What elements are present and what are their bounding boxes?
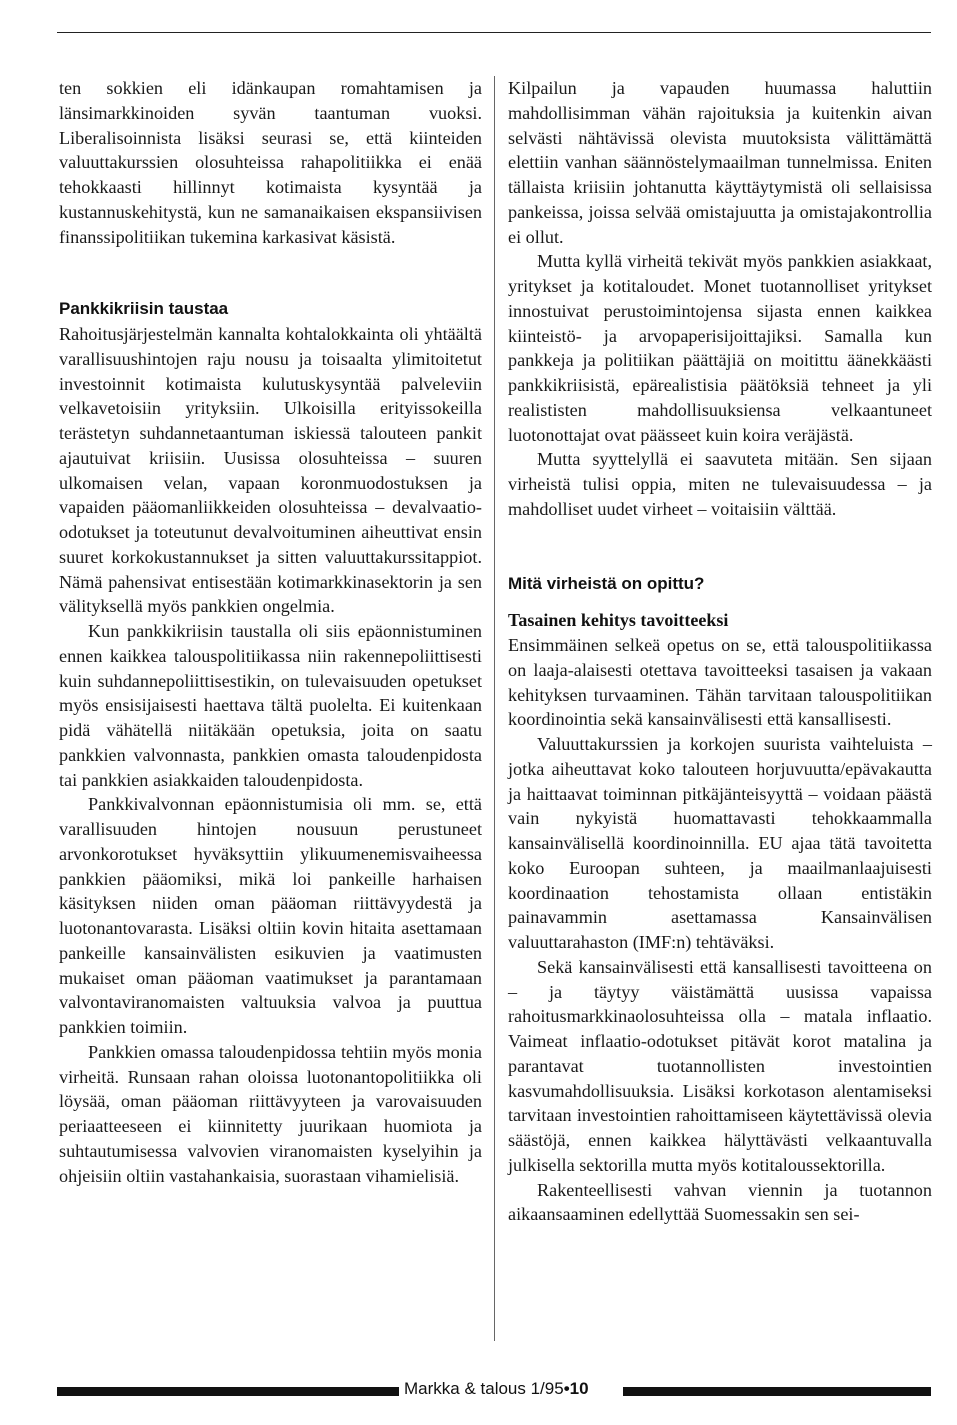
right-paragraph-2: Mutta kyllä virheitä tekivät myös pankkien asiakkaat, yritykset ja kotitaloudet. Monet tuotannolliset yritykset innostuivat perustoimintojensa sijasta ennen kaikkea kiinteistö- ja arvopaperisijoittajiksi. Samalla kun pankkeja ja politiikan päättäjiä on moitittu äänekkäästi pankkikriisistä, epärealistisia päätöksiä tehneet ja yli realististen mahdollisuuksiensa velkaantuneet luotonottajat ovat päässeet kuin koira veräjästä. <box>508 251 932 445</box>
footer-bar-left <box>57 1387 399 1396</box>
right-column <box>508 76 932 1227</box>
left-paragraph-3: Kun pankkikriisin taustalla oli siis epäonnistuminen ennen kaikkea talouspolitiikassa niin rakennepoliittisesti kuin suhdannepoliittisestikin, on tulevaisuuden opetukset myös ensisijaisesti haettava tältä puolelta. Ei kuitenkaan pidä vähätellä niitäkään opetuksia, joita on saatu pankkien valvonnasta, pankkien omasta taloudenpidosta tai pankkien asiakkaiden taloudenpidosta. <box>59 621 482 790</box>
right-paragraph-6: Sekä kansainvälisesti että kansallisesti tavoitteena on – ja täytyy väistämättä uusissa vapaissa rahoitusmarkkinaolosuhteissa olla – matala inflaatio. Vaimeat inflaatio-odotukset pitävät korot matalina ja parantavat tuotannollisten investointien kasvumahdollisuuksia. Lisäksi korkotason alentamiseksi tarvitaan investointien rahoittamiseen käytettävissä olevia säästöjä, ennen kaikkea hälyttävästi velkaantuvalla julkisella sektorilla mutta myös kotitaloussektorilla. <box>508 956 932 1175</box>
footer-label <box>404 1379 589 1399</box>
left-paragraph-4: Pankkivalvonnan epäonnistumisia oli mm. se, että varallisuuden hintojen nousuun perustuneet arvonkorotukset hyväksyttiin ylikuumenemisvaiheessa pankkien pääomiksi, mikä loi pankeille harhaisen käsityksen niiden oman pääoman riittävyydestä ja luotonantovarasta. Lisäksi oltiin kovin hitaita asettamaan pankeille kansainvälisten esikuvien ja vaatimusten mukaiset oman pääoman vaatimukset ja parantamaan valvontaviranomaisten valtuuksia valvoa ja puuttua pankkien toimiin. <box>59 794 482 1037</box>
subheading-tasainen-kehitys: Tasainen kehitys tavoitteeksi <box>508 610 729 631</box>
footer-separator: • <box>563 1379 570 1398</box>
column-divider <box>494 76 495 1341</box>
right-paragraph-1: Kilpailun ja vapauden huumassa haluttiin mahdollisimman vähän rajoituksia ja kuitenkin aivan selvästi nähtävissä olevista muutoksista välittämättä elettiin vanhan säännöstelymaailman tunnelmissa. Eniten tällaista kriisiin johtanutta käyttäytymistä oli sellaisissa pankeissa, joissa selvää omistajuutta ja omistajakontrollia ei ollut. <box>508 78 932 247</box>
section-heading-pankkikriisin-taustaa: Pankkikriisin taustaa <box>59 299 229 319</box>
footer-bar-right <box>623 1387 931 1396</box>
footer-publication: Markka & talous 1/95 <box>404 1379 564 1398</box>
left-paragraph-2: Rahoitusjärjestelmän kannalta kohtalokkainta oli yhtäältä varallisuushintojen raju nousu ja toisaalta ylimitoitetut investoinnit kotimaista kulutuskysyntää palveleviin velkavetoisiin yrityksiin. Ulkoisilla erityissokeilla terästetyn suhdannetaantuman iskiessä talouteen pankit ajautuivat kriisiin. Uusissa olosuhteissa – suuren ulkomaisen velan, vapaan koronmuodostuksen ja vapaiden pääomanliikkeiden olosuhteissa – devalvaatio-odotukset ja toteutunut devalvoituminen aiheuttivat ensin suuret korkokustannukset ja sitten valuuttakurssitappiot. Nämä pahensivat entisestään kotimarkkinasektorin ja sen välityksellä myös pankkien ongelmia. <box>59 324 482 617</box>
right-paragraph-3: Mutta syyttelyllä ei saavuteta mitään. Sen sijaan virheistä tulisi oppia, miten ne tulevaisuudessa – ja mahdolliset uudet virheet – voitaisiin välttää. <box>508 449 932 519</box>
left-paragraph-5: Pankkien omassa taloudenpidossa tehtiin myös monia virheitä. Runsaan rahan oloissa luotonantopolitiikka oli löysää, oman pääoman riittävyyteen ja varovaisuuden periaatteeseen ei kiinnitetty juurikaan huomiota ja suhtautumisessa valvovien viranomaisten kyselyihin ja ohjeisiin oltiin vastahankaisia, suorastaan vihamielisiä. <box>59 1041 482 1186</box>
right-paragraph-7: Rakenteellisesti vahvan viennin ja tuotannon aikaansaaminen edellyttää Suomessakin sen sei- <box>508 1179 932 1225</box>
page-footer <box>0 1379 957 1403</box>
right-paragraph-5: Valuuttakurssien ja korkojen suurista vaihteluista – jotka aiheuttavat koko talouteen horjuvuutta/epävakautta ja haittaavat toiminnan pitkäjänteisyyttä – voidaan päästä vain nykyistä huomattavasti tehokkaammalla kansainvälisellä koordinoinnilla. EU ajaa tätä tavoitetta koko Euroopan suhteen, ja maailmanlaajuisesti koordinaation tehostamista ollaan entistäkin painavammin asettamassa Kansainvälisen valuuttarahaston (IMF:n) tehtäväksi. <box>508 734 932 952</box>
right-paragraph-4: Ensimmäinen selkeä opetus on se, että talouspolitiikassa on laaja-alaisesti otettava tavoitteeksi tasaisen ja vakaan kehityksen turvaaminen. Tähän tarvitaan talouspolitiikan koordinointia sekä kansainvälisesti että kansallisesti. <box>508 635 932 730</box>
left-column <box>59 76 482 1188</box>
left-paragraph-1: ten sokkien eli idänkaupan romahtamisen ja länsimarkkinoiden syvän taantuman vuoksi. Liberalisoinnista lisäksi seurasi se, että kiinteiden valuuttakurssien olosuhteissa rahapolitiikka ei enää tehokkaasti hillinnyt kotimaista kysyntää ja kustannuskehitystä, kun ne samanaikaisen ekspansiivisen finanssipolitiikan tukemina karkasivat käsistä. <box>59 78 482 247</box>
top-rule <box>57 32 931 33</box>
section-heading-mita-virheista: Mitä virheistä on opittu? <box>508 573 705 593</box>
page-number: 10 <box>569 1379 589 1398</box>
